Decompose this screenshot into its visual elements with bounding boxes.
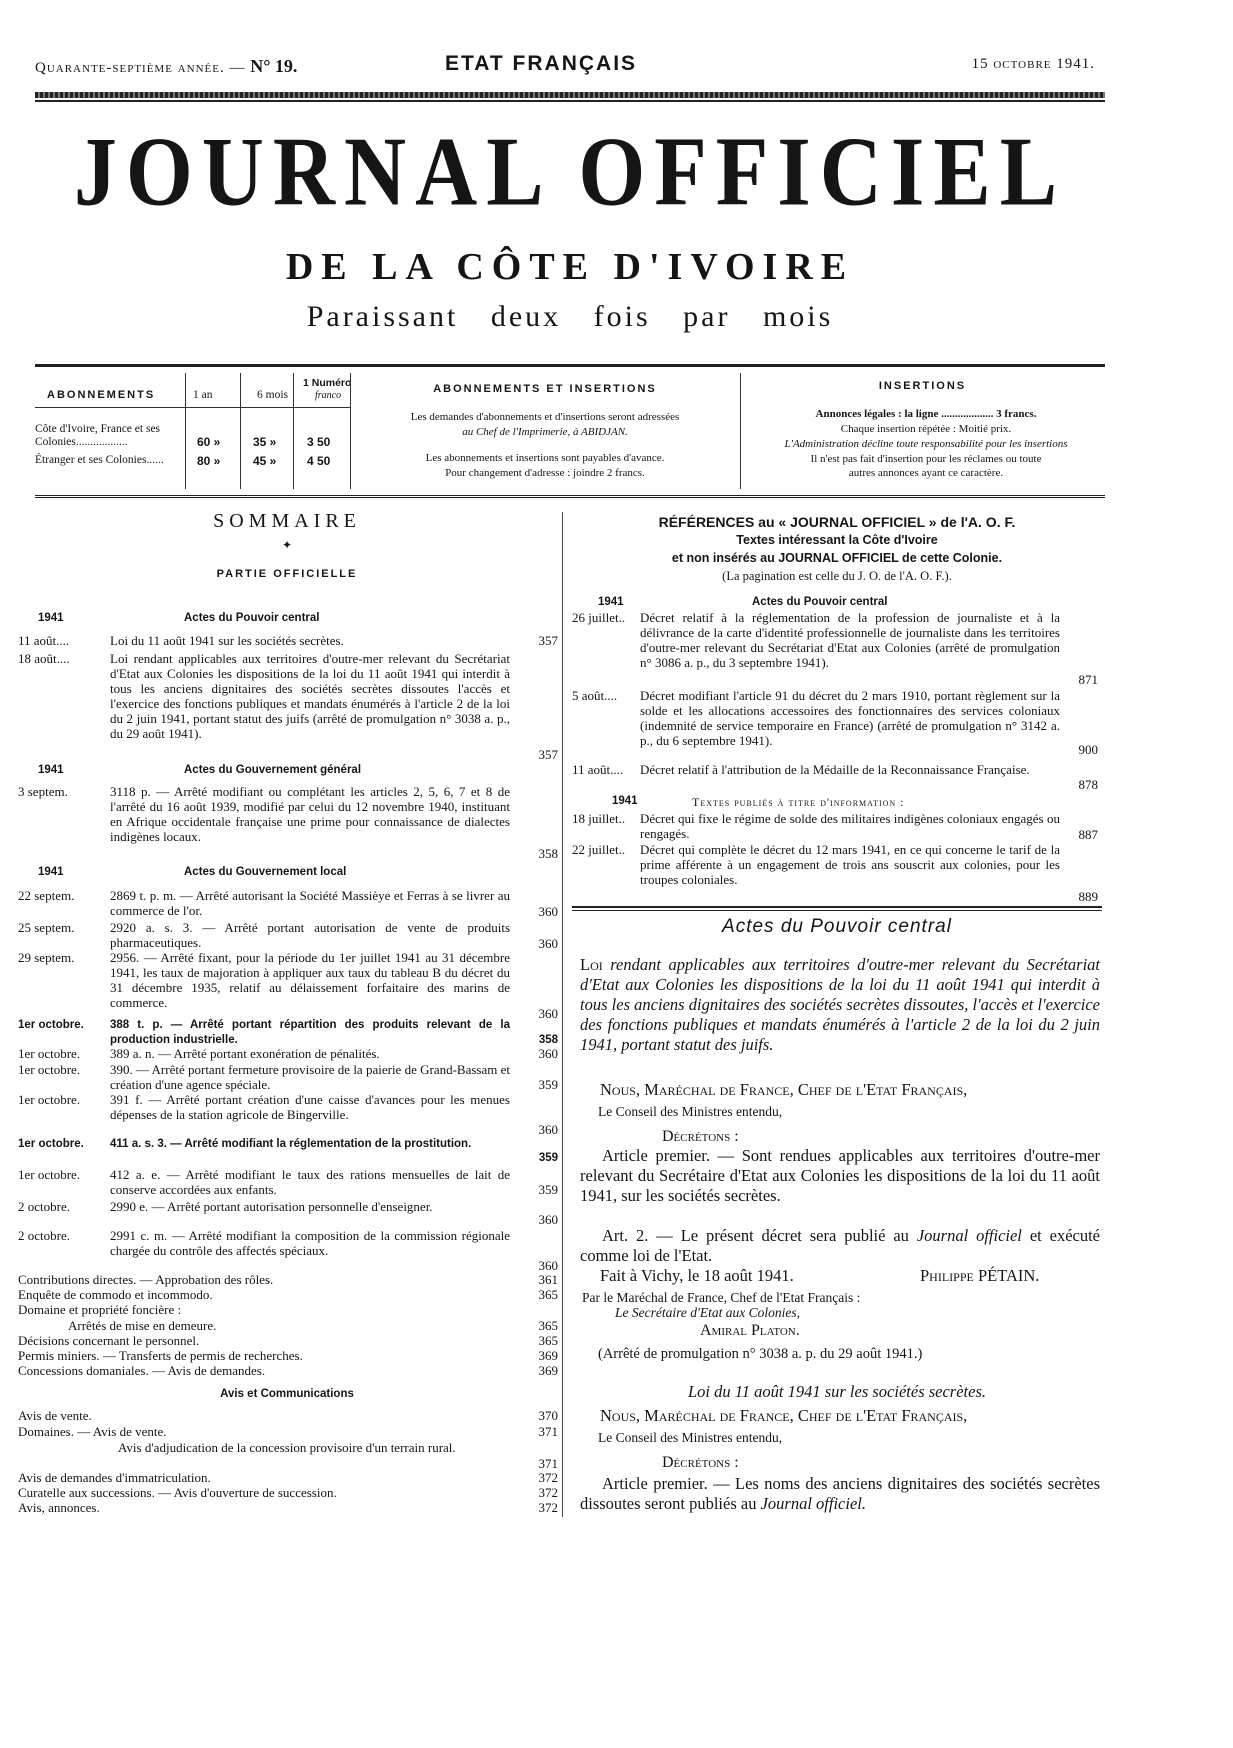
sommaire-misc-item: Décisions concernant le personnel. 365 [18, 1333, 558, 1348]
nous-line: Nous, Maréchal de France, Chef de l'Etat Français, [600, 1080, 968, 1099]
journal-subtitle: DE LA CÔTE D'IVOIRE [285, 246, 855, 288]
sommaire-misc-item: Permis miniers. — Transferts de permis de recherches. 369 [18, 1348, 558, 1363]
rate-row-label: Étranger et ses Colonies...... [35, 454, 164, 466]
ornament: ✦ [281, 538, 293, 552]
col-1an: 1 an [193, 389, 213, 401]
reference-entry: 18 juillet.. Décret qui fixe le régime de solde des militaires indigènes coloniaux engagés ou rengagés. 887 [572, 811, 1098, 842]
rate-6mois: 45 » [253, 454, 277, 468]
sommaire-entry: 1er octobre. 412 a. e. — Arrêté modifiant le taux des rations mensuelles de lait de conserve accordées aux enfants. 359 [18, 1167, 558, 1197]
col-franco: franco [315, 390, 342, 401]
rate-1an: 80 » [197, 454, 221, 468]
decretons: Décrétons : [662, 1454, 739, 1471]
subscriptions-header: ABONNEMENTS [47, 389, 156, 401]
section-rule [572, 906, 1102, 908]
sommaire-entry: 1er octobre. 388 t. p. — Arrêté portant répartition des produits relevant de la production industrielle. 358 [18, 1019, 558, 1046]
sommaire-entry: 25 septem. 2920 a. s. 3. — Arrêté portant autorisation de vente de produits pharmaceutiques. 360 [18, 920, 558, 951]
col-6mois: 6 mois [257, 389, 288, 401]
etat-francais-heading: ETAT FRANÇAIS [445, 52, 638, 75]
loi-societes-secretes-title: Loi du 11 août 1941 sur les sociétés secrètes. [687, 1382, 987, 1401]
sommaire-misc-item: Concessions domaniales. — Avis de demandes. 369 [18, 1363, 558, 1378]
journal-tagline: Paraissant deux fois par mois [306, 300, 834, 333]
divider [740, 373, 741, 489]
reference-entry: 5 août.... Décret modifiant l'article 91 du décret du 2 mars 1910, portant règlement sur la solde et les allocations accessoires des fonctionnaires des services coloniaux (indemnité de service temporaire en France) (arrêté de promulgation n° 3142 a. p., du 6 septembre 1941). 900 [572, 688, 1098, 757]
column-divider [562, 512, 563, 1517]
issue-number: N° 19. [250, 56, 298, 76]
journal-title: JOURNAL OFFICIEL [73, 115, 1067, 227]
decretons: Décrétons : [662, 1128, 739, 1145]
sommaire-misc-item: Arrêtés de mise en demeure. 365 [68, 1318, 558, 1333]
arrete-promulgation: (Arrêté de promulgation n° 3038 a. p. du 29 août 1941.) [598, 1346, 923, 1362]
rate-row-label: Côte d'Ivoire, France et ses Colonies.................. [35, 423, 161, 448]
sommaire-entry: 2 octobre. 2991 c. m. — Arrêté modifiant la composition de la commission régionale chargée du contrôle des affectés spéciaux. 360 [18, 1228, 558, 1273]
col-numero: 1 Numéro [303, 377, 352, 389]
conseil-line: Le Conseil des Ministres entendu, [598, 1430, 783, 1445]
sommaire-misc-item: Domaine et propriété foncière : [18, 1302, 182, 1317]
insertions-text: Annonces légales : la ligne ................... 3 francs. Chaque insertion répétée : Moitié prix. L'Administration décline toute responsabilité pour les insertions Il n'est pas fait d'insertion pour les réclames ou toute autres annonces ayant ce caractère. [784, 408, 1068, 480]
divider [293, 373, 294, 489]
top-line [35, 50, 1095, 80]
article-2: Art. 2. — Le présent décret sera publié au Journal officiel et exécuté comme loi de l'Etat. [580, 1226, 1100, 1265]
signature-petain: Philippe PÉTAIN. [920, 1266, 1040, 1285]
reference-entry: 22 juillet.. Décret qui complète le décret du 12 mars 1941, en ce qui concerne le tarif de la prime afférente à un engagement de trois ans souscrit aux colonies, pour les troupes coloniales. 889 [572, 842, 1098, 904]
nous-line: Nous, Maréchal de France, Chef de l'Etat Français, [600, 1406, 968, 1425]
reference-entry: 26 juillet.. Décret relatif à la réglementation de la profession de journaliste et à la délivrance de la carte d'identité professionnelle de journaliste dans les territoires d'outre-mer relevant du Secrétariat d'Etat aux Colonies (arrêté de promulgation n° 3086 a. p., du 3 septembre 1941). 871 [572, 610, 1098, 687]
row-divider [35, 407, 350, 408]
rate-numero: 3 50 [307, 435, 331, 449]
partie-officielle: PARTIE OFFICIELLE [216, 568, 358, 580]
issue-date: 15 octobre 1941. [971, 56, 1095, 72]
rate-numero: 4 50 [307, 454, 331, 468]
loi-title: Loi rendant applicables aux territoires d'outre-mer relevant du Secrétariat d'Etat aux Colonies les dispositions de la loi du 11 août 1941 qui interdit à tous les anciens dignitaires des sociétés secrètes dissoutes, l'accès et l'exercice des fonctions publiques et mandats énumérés à l'article 2 de la loi du 2 juin 1941, portant statut des juifs. [580, 955, 1100, 1054]
references-header: RÉFÉRENCES au « JOURNAL OFFICIEL » de l'A. O. F. Textes intéressant la Côte d'Ivoire et non insérés au JOURNAL OFFICIEL de cette Colonie. (La pagination est celle du J. O. de l'A. O. F.). [658, 514, 1016, 583]
top-rule-thin [35, 100, 1105, 102]
article-premier-loi: Article premier. — Les noms des anciens dignitaires des sociétés secrètes dissoutes seront publiés au Journal officiel. [580, 1474, 1100, 1513]
sommaire-entry: 1er octobre. 389 a. n. — Arrêté portant exonération de pénalités. 360 [18, 1046, 558, 1061]
sommaire-entry: 2 octobre. 2990 e. — Arrêté portant autorisation personnelle d'enseigner. 360 [18, 1199, 558, 1227]
divider [350, 373, 351, 489]
avis-item: Domaines. — Avis de vente. 371 [18, 1424, 558, 1439]
subscription-box [35, 364, 1105, 498]
avis-item: Avis de demandes d'immatriculation. 372 [18, 1470, 558, 1485]
rate-6mois: 35 » [253, 435, 277, 449]
top-rule [35, 92, 1105, 98]
sommaire-entry: 22 septem. 2869 t. p. m. — Arrêté autorisant la Société Massièye et Ferras à se livrer au commerce de l'or. 360 [18, 888, 558, 919]
avis-item: Curatelle aux successions. — Avis d'ouverture de succession. 372 [18, 1485, 558, 1500]
divider [185, 373, 186, 489]
par-le-marechal: Par le Maréchal de France, Chef de l'Etat Français : [582, 1290, 861, 1305]
secretaire-etat: Le Secrétaire d'Etat aux Colonies, [615, 1305, 800, 1320]
pouvoir-central-title: Actes du Pouvoir central [722, 916, 952, 937]
sommaire-entry: 1er octobre. 391 f. — Arrêté portant création d'une caisse d'avances pour les menues dépenses de la station agricole de Bingerville. 360 [18, 1092, 558, 1137]
sommaire-title: SOMMAIRE [213, 510, 361, 532]
sommaire-entry: 18 août.... Loi rendant applicables aux territoires d'outre-mer relevant du Secrétariat d'Etat aux Colonies les dispositions de la loi du 11 août 1941 qui interdit à tous les anciens dignitaires des sociétés secrètes dissoutes l'accès et l'exercice des fonctions publiques et mandats énumérés à l'article 2 de la loi du 2 juin 1941, portant statut des juifs (arrêté de promulgation n° 3038 a. p., du 29 août 1941). 357 [18, 651, 558, 762]
insertions-header: INSERTIONS [878, 380, 967, 392]
avis-item: Avis d'adjudication de la concession provisoire d'un terrain rural. 371 [118, 1440, 558, 1471]
amiral-platon: Amiral Platon. [700, 1322, 800, 1339]
year-label: Quarante-septième année. — N° 19. [35, 56, 298, 76]
sommaire-entry: 3 septem. 3118 p. — Arrêté modifiant ou complétant les articles 2, 5, 6, 7 et 8 de l'arrêté du 16 août 1939, modifié par celui du 12 novembre 1940, instituant en Afrique occidentale française une prime pour connaissance de dialectes indigènes locaux. 358 [18, 784, 558, 861]
sommaire-entry: 29 septem. 2956. — Arrêté fixant, pour la période du 1er juillet 1941 au 31 décembre 1941, les taux de majoration à appliquer aux taux du tableau B du décret du 31 décembre 1935, relatif au délaissement forfaitaire des marins de commerce. 360 [18, 950, 558, 1021]
sommaire-entry: 11 août.... Loi du 11 août 1941 sur les sociétés secrètes. 357 [18, 633, 558, 648]
conseil-line: Le Conseil des Ministres entendu, [598, 1104, 783, 1119]
reference-entry: 11 août.... Décret relatif à l'attribution de la Médaille de la Reconnaissance Française. 878 [572, 762, 1098, 792]
fait-a-vichy: Fait à Vichy, le 18 août 1941. [600, 1266, 794, 1285]
avis-item: Avis, annonces. 372 [18, 1500, 558, 1515]
section-rule [572, 910, 1102, 911]
abonnements-text-2: Les abonnements et insertions sont payables d'avance. Pour changement d'adresse : joindre 2 francs. [425, 452, 665, 479]
rate-1an: 60 » [197, 435, 221, 449]
abonnements-text-1: Les demandes d'abonnements et d'insertions seront adressées au Chef de l'Imprimerie, à ABIDJAN. [410, 411, 680, 438]
avis-item: Avis de vente. 370 [18, 1408, 558, 1423]
sommaire-entry: 1er octobre. 411 a. s. 3. — Arrêté modifiant la réglementation de la prostitution. 359 [18, 1138, 558, 1164]
sommaire-misc-item: Contributions directes. — Approbation des rôles. 361 [18, 1272, 558, 1287]
avis-header: Avis et Communications [220, 1388, 354, 1400]
sommaire-misc-item: Enquête de commodo et incommodo. 365 [18, 1287, 558, 1302]
divider [240, 373, 241, 489]
abonnements-insertions-header: ABONNEMENTS ET INSERTIONS [433, 383, 657, 395]
sommaire-entry: 1er octobre. 390. — Arrêté portant fermeture provisoire de la paierie de Grand-Bassam et création d'une agence spéciale. 359 [18, 1062, 558, 1092]
article-premier: Article premier. — Sont rendues applicables aux territoires d'outre-mer relevant du Secrétaire d'Etat aux Colonies les dispositions de la loi du 11 août 1941, sur les sociétés secrètes. [580, 1146, 1100, 1205]
